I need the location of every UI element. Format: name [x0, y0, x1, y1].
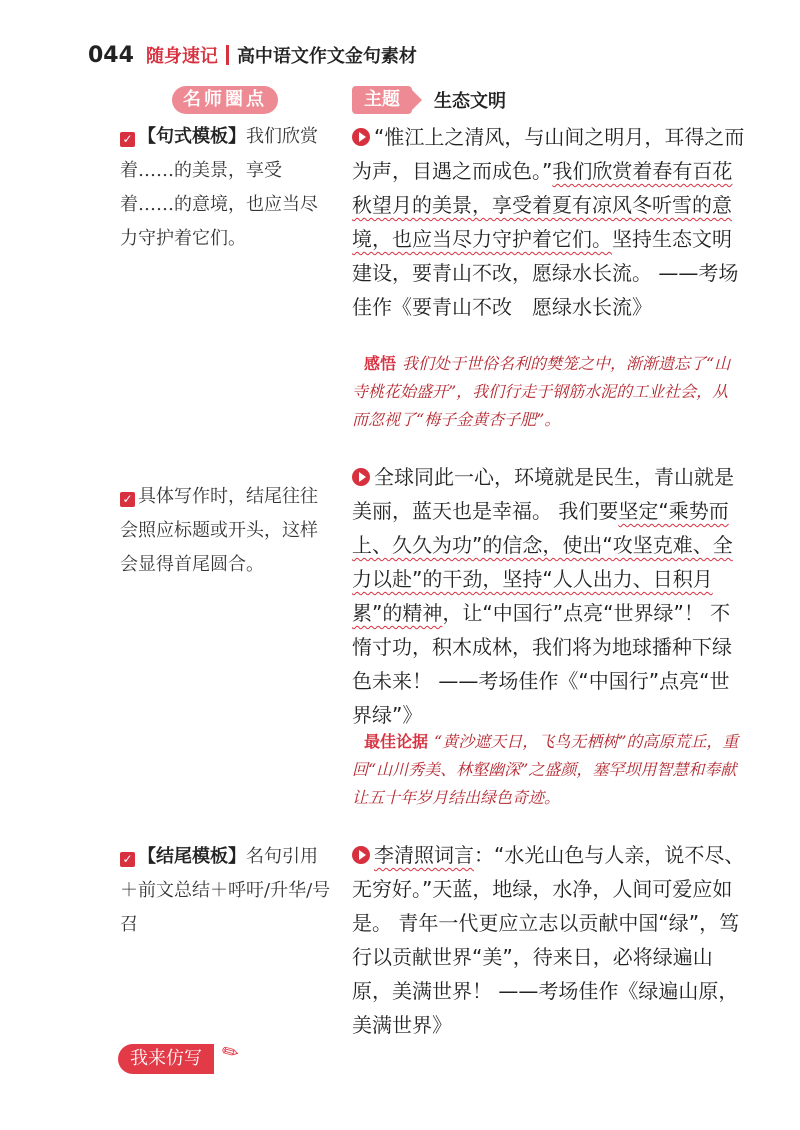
play-icon — [352, 846, 370, 864]
topic-header — [352, 86, 506, 114]
check-icon: ✓ — [120, 852, 135, 867]
entry-highlight: 坚定“乘势而上、久久为功”的信念，使出“攻坚克难、全力以赴”的干劲，坚持“人人出力、日积月累”的精神 — [352, 499, 733, 625]
book-title: 高中语文作文金句素材 — [236, 46, 417, 67]
imitate-writing-label: 我来仿写 — [118, 1044, 214, 1074]
entry-text: ，让“中国行”点亮“世界绿”！ 不惰寸功，积木成林，我们将为地球播种下绿色未来！ ——考场佳作《“中国行”点亮“世界绿”》 — [352, 601, 732, 727]
quote-entry-3 — [352, 838, 747, 1042]
topic-title: 生态文明 — [434, 91, 506, 112]
insight-comment — [352, 350, 744, 434]
entry-text: “惟江上之清风，与山间之明月，耳得之而为声，目遇之而成色。” — [352, 125, 745, 183]
quote-entry-1 — [352, 120, 747, 324]
header-divider — [226, 45, 229, 65]
evidence-comment — [352, 728, 744, 812]
note-text: 我们欣赏着……的美景，享受着……的意境，也应当尽力守护着它们。 — [120, 126, 318, 249]
pen-icon: ✎ — [217, 1037, 244, 1067]
page-number: 044 — [88, 43, 134, 68]
topic-tag: 主题 — [352, 86, 412, 114]
check-icon: ✓ — [120, 492, 135, 507]
quote-entry-2 — [352, 460, 747, 732]
entry-highlight: 我们欣赏着春有百花秋望月的美景，享受着夏有凉风冬听雪的意境，也应当尽力守护着它们。 — [352, 159, 733, 251]
check-icon: ✓ — [120, 132, 135, 147]
note-tag: 【句式模板】 — [138, 126, 246, 147]
note-text: 具体写作时，结尾往往会照应标题或开头，这样会显得首尾圆合。 — [120, 486, 318, 575]
side-note-2 — [120, 480, 332, 582]
entry-text: 全球同此一心，环境就是民生，青山就是美丽，蓝天也是幸福。 我们要 — [352, 465, 734, 523]
comment-tag: 最佳论据 — [364, 732, 429, 751]
side-note-1 — [120, 120, 332, 256]
entry-highlight: 李清照词言 — [374, 843, 474, 867]
note-tag: 【结尾模板】 — [138, 846, 246, 867]
entry-text: 坚持生态文明建设，要青山不改，愿绿水长流。 ——考场佳作《要青山不改 愿绿水长流》 — [352, 227, 739, 319]
entry-text: ：“水光山色与人亲，说不尽、无穷好。”天蓝，地绿，水净，人间可爱应如是。 青年一代更应立志以贡献中国“绿”，笃行以贡献世界“美”，待来日，必将绿遍山原，美满世界！ ——考场佳作《绿遍山原，美满世界》 — [352, 843, 745, 1037]
comment-text: 我们处于世俗名利的樊笼之中，渐渐遗忘了“山寺桃花始盛开”，我们行走于钢筋水泥的工业社会，从而忽视了“梅子金黄杏子肥”。 — [352, 354, 731, 429]
page-header — [88, 42, 417, 68]
teacher-notes-label: 名师圈点 — [172, 86, 278, 114]
side-note-3 — [120, 840, 332, 942]
note-text: 名句引用＋前文总结＋呼吁/升华/号召 — [120, 846, 331, 935]
series-title: 随身速记 — [145, 46, 218, 67]
comment-tag: 感悟 — [364, 354, 397, 373]
play-icon — [352, 128, 370, 146]
comment-text: “黄沙遮天日，飞鸟无栖树”的高原荒丘，重回“山川秀美、林壑幽深”之盛颜，塞罕坝用智慧和奉献让五十年岁月结出绿色奇迹。 — [352, 732, 739, 807]
play-icon — [352, 468, 370, 486]
